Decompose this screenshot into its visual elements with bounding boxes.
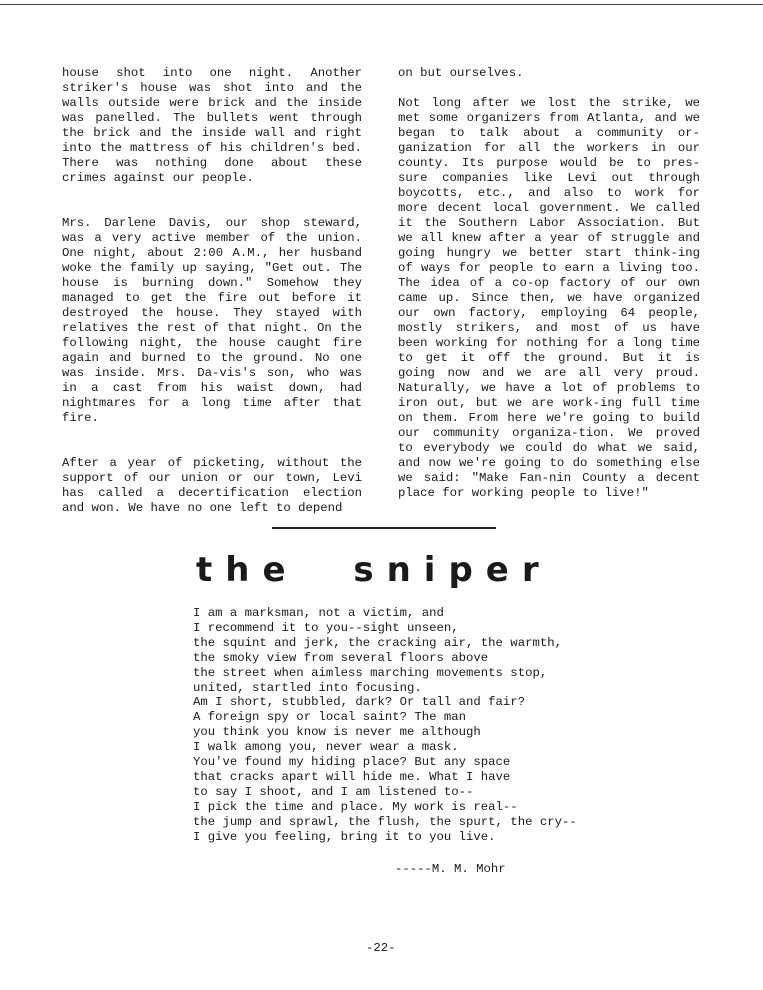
page-number: -22- [366,941,396,955]
left-paragraph-2: Mrs. Darlene Davis, our shop steward, was a very active member of the union. One night, about 2:00 A.M., her husband woke the family up saying, "Get out. The house is burning down." Somehow they managed to get the fire out before it destroyed the house. They stayed with relatives the rest of that night. On the following night, the house caught fire again and burned to the ground. No one was inside. Mrs. Da-vis's son, who was in a cast from his waist down, had nightmares for a long time after that fire. [62,216,362,425]
poem-line: I am a marksman, not a victim, and [193,606,444,620]
poem-line: I recommend it to you--sight unseen, [193,620,459,635]
poem-line: I pick the time and place. My work is real-- [193,799,518,814]
left-paragraph-1: house shot into one night. Another striker's house was shot into and the walls outside were brick and the inside was panelled. The bullets went through the brick and the inside wall and right into the mattress of his children's bed. There was nothing done about these crimes against our people. [62,66,362,185]
poem-line: A foreign spy or local saint? The man [193,710,467,725]
left-paragraph-3: After a year of picketing, without the support of our union or our town, Levi has called a decertification election and won. We have no one left to depend [62,456,362,515]
poem-line: united, startled into focusing. [193,680,422,695]
poem-line: Am I short, stubbled, dark? Or tall and fair? [193,695,526,710]
poem-line: the squint and jerk, the cracking air, the warmth, [193,635,562,650]
poem-line: to say I shoot, and I am listened to-- [193,784,474,799]
right-paragraph-1: on but ourselves. [398,66,524,80]
poem-line: that cracks apart will hide me. What I have [193,769,511,784]
top-rule [0,4,763,5]
right-column [398,66,700,501]
poem-line: the smoky view from several floors above [193,650,489,665]
poem-line: the street when aimless marching movements stop, [193,665,548,680]
poem-line: you think you know is never me although [193,725,481,740]
right-paragraph-2: Not long after we lost the strike, we met some organizers from Atlanta, and we began to talk about a community or-ganization for all the workers in our county. Its purpose would be to pres-sure companies like Levi out through boycotts, etc., and also to work for more decent local government. We called it the Southern Labor Association. But we all knew after a year of struggle and going hungry we better start think-ing of ways for people to earn a living too. The idea of a co-op factory of our own came up. Since then, we have organized our own factory, employing 64 people, mostly strikers, and most of us have been working for nothing for a long time to get it off the ground. But it is going now and we are all very proud. Naturally, we have a lot of problems to iron out, but we are work-ing full time on them. From here we're going to build our community organiza-tion. We proved to everybody we could do what we said, and now we're going to do something else we said: "Make Fan-nin County a decent place for working people to live!" [398,96,700,500]
poem-line: I walk among you, never wear a mask. [193,740,459,755]
poem-body [193,606,593,845]
poem-title: the sniper [196,550,552,590]
poem-line: the jump and sprawl, the flush, the spurt, the cry-- [193,814,577,829]
left-column [62,66,362,516]
section-divider [272,527,496,529]
poem-attribution: -----M. M. Mohr [395,862,506,876]
poem-line: You've found my hiding place? But any space [193,755,511,770]
poem-line: I give you feeling, bring it to you live. [193,829,496,844]
